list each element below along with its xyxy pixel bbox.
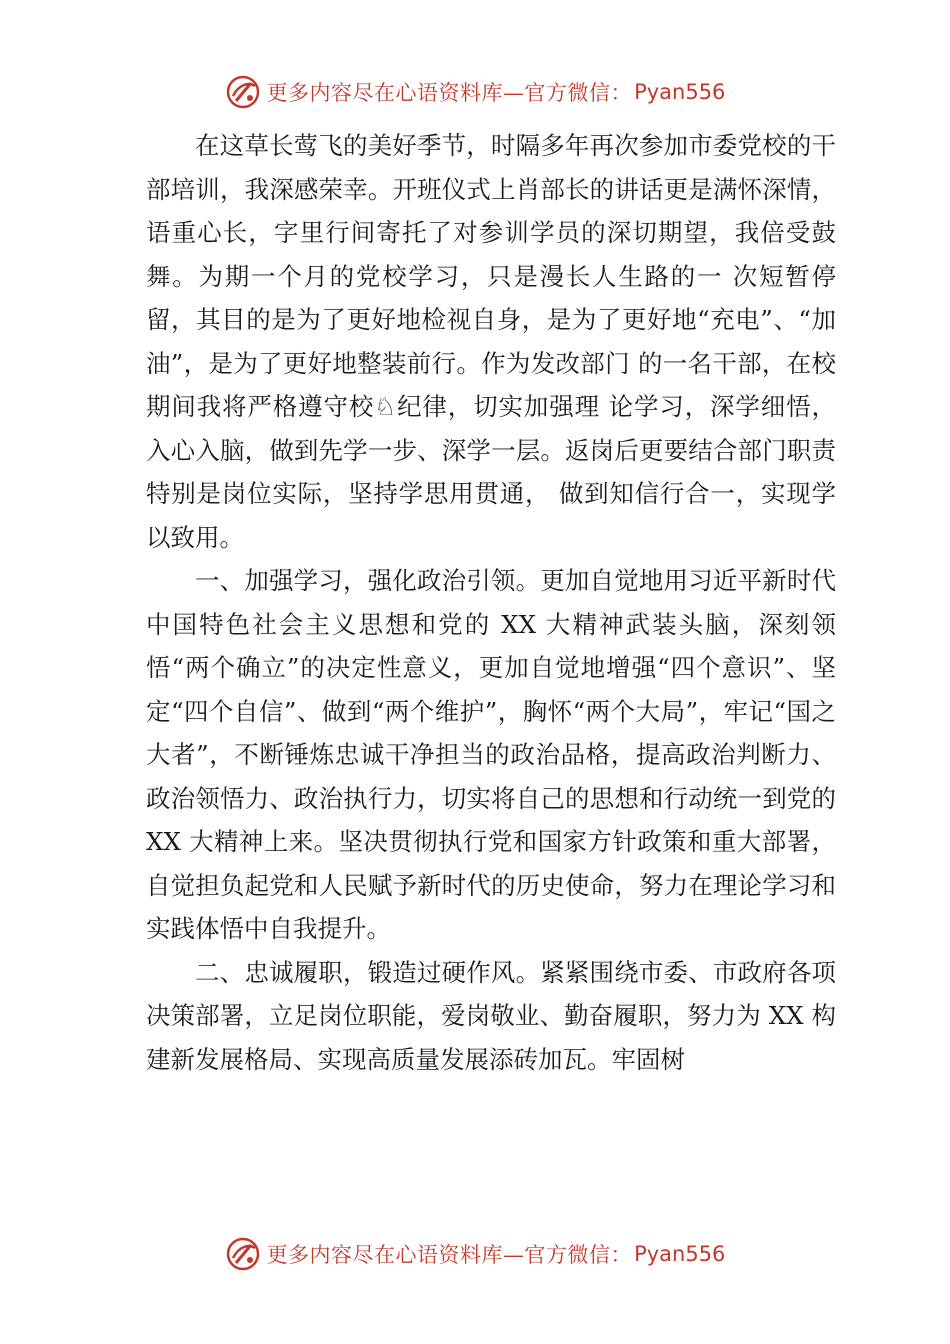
paragraph-section-two: 二、忠诚履职，锻造过硬作风。紧紧围绕市委、市政府各项决策部署，立足岗位职能，爱岗敬业、勤奋履职，努力为 XX 构建新发展格局、实现高质量发展添砖加瓦。牢固树 [146,957,836,1074]
banner-text: 更多内容尽在心语资料库—官方微信： [266,1243,633,1267]
paragraph-section-one: 一、加强学习，强化政治引领。更加自觉地用习近平新时代中国特色社会主义思想和党的 XX 大精神武装头脑，深刻领悟“两个确立”的决定性意义，更加自觉地增强“四个意识”、坚定“四个自信”、做到“两个维护”，胸怀“两个大局”，牢记“国之大者”，不断锤炼忠诚干净担当的政治品格，提高政治判断力、政治领悟力、政治执行力，切实将自己的思想和行动统一到党的 XX 大精神上来。坚决贯彻执行党和国家方针政策和重大部署，自觉担负起党和人民赋予新时代的历史使命，努力在理论学习和实践体悟中自我提升。 [146,566,836,943]
footer-banner [0,1232,950,1276]
banner-wechat-id: Pyan556 [634,80,726,104]
logo-icon [225,74,261,110]
banner-wechat-id: Pyan556 [634,1242,726,1266]
paragraph-intro: 在这草长莺飞的美好季节，时隔多年再次参加市委党校的干部培训，我深感荣幸。开班仪式上肖部长的讲话更是满怀深情，语重心长，字里行间寄托了对参训学员的深切期望，我倍受鼓舞。为期一个月的党校学习，只是漫长人生路的一 次短暂停留，其目的是为了更好地检视自身，是为了更好地“充电”、“加油”，是为了更好地整装前行。作为发改部门 的一名干部，在校期间我将严格遵守校♘纪律，切实加强理 论学习，深学细悟，入心入脑，做到先学一步、深学一层。返岗后更要结合部门职责特别是岗位实际，坚持学思用贯通， 做到知信行合一，实现学以致用。 [146,131,836,552]
logo-icon [225,1236,261,1272]
header-banner [0,70,950,114]
banner-text: 更多内容尽在心语资料库—官方微信： [266,81,633,105]
document-body [146,124,836,1081]
